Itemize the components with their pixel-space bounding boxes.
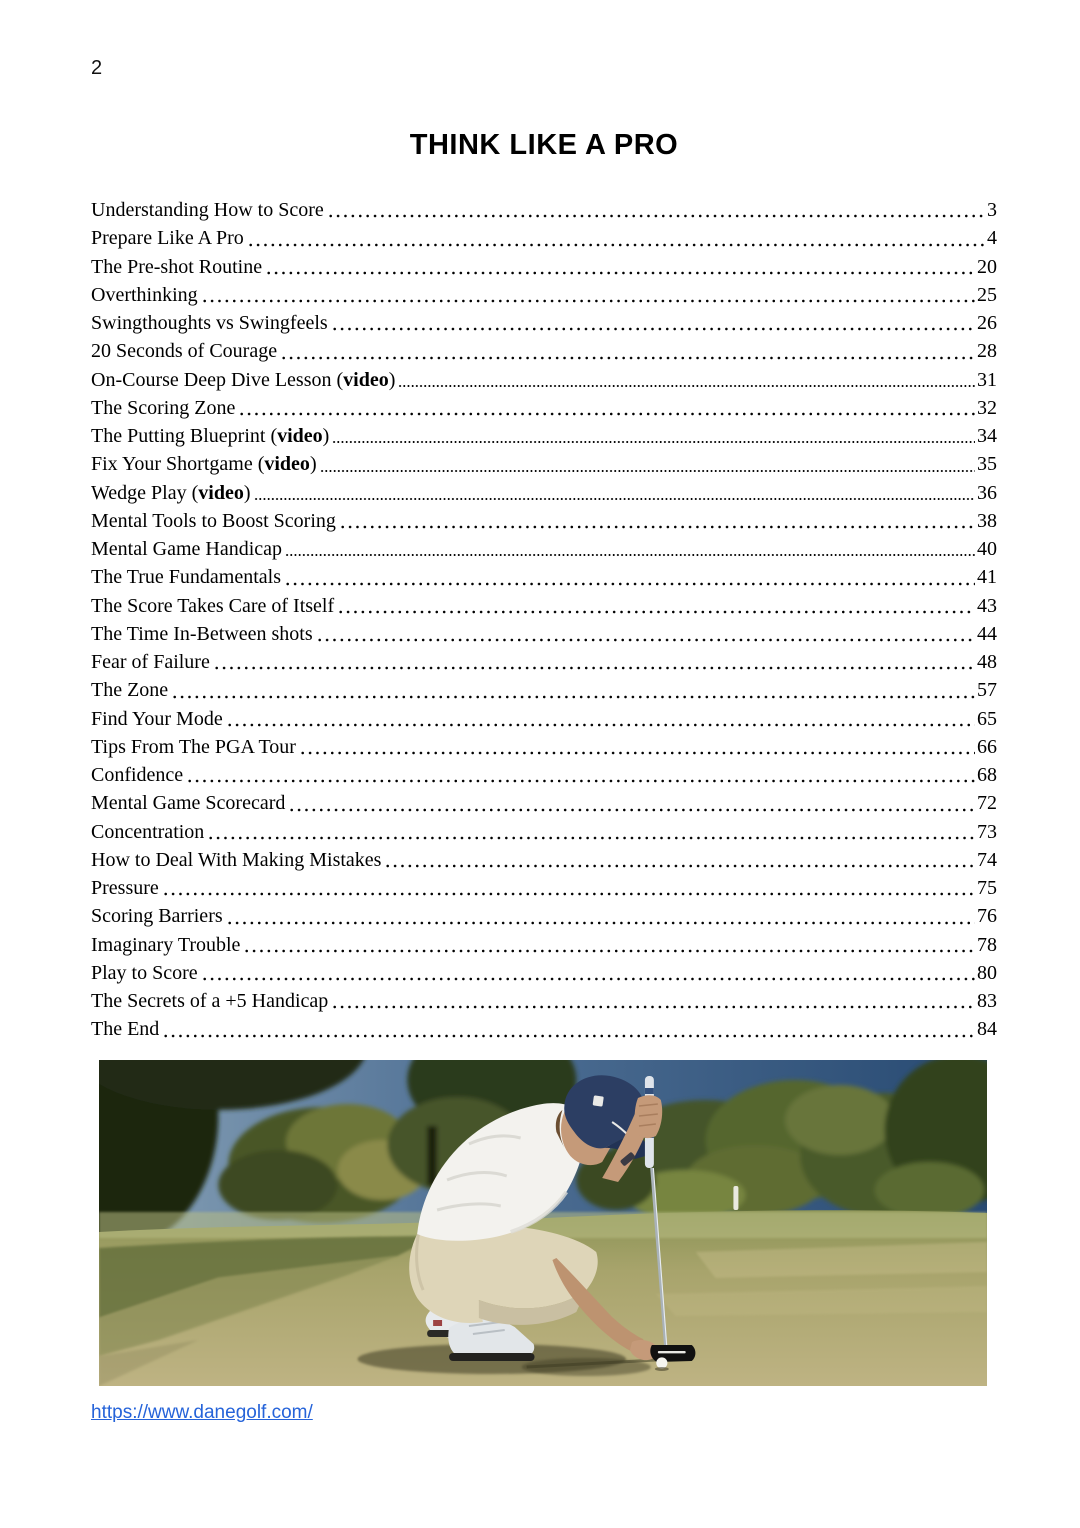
toc-row xyxy=(91,1015,997,1043)
toc-row xyxy=(91,535,997,563)
toc-dot-leader xyxy=(186,779,975,783)
toc-page-number: 48 xyxy=(977,651,997,673)
toc-page-number: 44 xyxy=(977,622,997,645)
toc-entry-title: Confidence xyxy=(91,764,184,786)
toc-dot-leader xyxy=(320,469,975,473)
toc-dot-leader xyxy=(398,384,975,388)
toc-page-number: 76 xyxy=(977,905,997,928)
toc-row xyxy=(91,620,997,648)
toc-row xyxy=(91,676,997,704)
toc-entry-title: Understanding How to Score xyxy=(91,199,324,221)
toc-dot-leader xyxy=(171,695,975,699)
toc-entry-title: Mental Game Handicap xyxy=(91,538,283,560)
toc-row xyxy=(91,337,997,365)
toc-dot-leader xyxy=(265,271,975,275)
toc-row xyxy=(91,818,997,846)
toc-page-number: 4 xyxy=(987,227,997,250)
toc-row xyxy=(91,789,997,817)
toc-page-number: 28 xyxy=(977,340,997,363)
toc-list xyxy=(91,196,997,1044)
toc-dot-leader xyxy=(162,1034,975,1038)
toc-page-number: 80 xyxy=(977,961,997,984)
toc-page-number: 40 xyxy=(977,538,997,560)
toc-dot-leader xyxy=(254,497,976,501)
toc-entry-title: Prepare Like A Pro xyxy=(91,227,244,250)
toc-entry-title: On-Course Deep Dive Lesson (video) xyxy=(91,368,396,391)
toc-page-number: 83 xyxy=(977,990,997,1012)
toc-row xyxy=(91,309,997,337)
toc-dot-leader xyxy=(339,525,975,529)
toc-row xyxy=(91,874,997,902)
toc-page-number: 31 xyxy=(977,368,997,391)
toc-entry-title: Play to Score xyxy=(91,961,198,984)
toc-row xyxy=(91,648,997,676)
toc-dot-leader xyxy=(213,666,975,670)
toc-entry-title: The Time In-Between shots xyxy=(91,622,313,645)
golfer-photo-illustration xyxy=(99,1060,987,1386)
toc-dot-leader xyxy=(238,412,975,416)
toc-dot-leader xyxy=(384,864,975,868)
toc-dot-leader xyxy=(337,610,975,614)
toc-page-number: 73 xyxy=(977,820,997,843)
toc-dot-leader xyxy=(243,949,975,953)
toc-row xyxy=(91,366,997,394)
toc-dot-leader xyxy=(288,808,975,812)
toc-page-number: 25 xyxy=(977,283,997,306)
toc-dot-leader xyxy=(285,553,975,557)
toc-page-number: 43 xyxy=(977,594,997,617)
golfer-photo xyxy=(99,1060,987,1386)
toc-page-number: 26 xyxy=(977,312,997,334)
website-link[interactable]: https://www.danegolf.com/ xyxy=(91,1402,313,1423)
toc-entry-title: Mental Game Scorecard xyxy=(91,792,286,815)
toc-entry-title: The Putting Blueprint (video) xyxy=(91,425,330,447)
toc-row xyxy=(91,422,997,450)
toc-dot-leader xyxy=(247,243,985,247)
toc-entry-title: The Scoring Zone xyxy=(91,396,236,419)
toc-dot-leader xyxy=(332,440,975,444)
toc-row xyxy=(91,959,997,987)
toc-row xyxy=(91,761,997,789)
toc-dot-leader xyxy=(207,836,975,840)
toc-entry-title: Fear of Failure xyxy=(91,651,210,673)
toc-page-number: 34 xyxy=(977,425,997,447)
toc-row xyxy=(91,563,997,591)
toc-row xyxy=(91,846,997,874)
toc-dot-leader xyxy=(226,723,975,727)
toc-entry-title: The End xyxy=(91,1018,160,1041)
toc-row xyxy=(91,733,997,761)
toc-dot-leader xyxy=(299,751,975,755)
toc-dot-leader xyxy=(201,299,975,303)
toc-entry-title: Scoring Barriers xyxy=(91,905,223,928)
toc-entry-title: How to Deal With Making Mistakes xyxy=(91,848,382,871)
toc-dot-leader xyxy=(201,977,975,981)
toc-dot-leader xyxy=(327,214,985,218)
toc-page-number: 57 xyxy=(977,679,997,702)
page-number: 2 xyxy=(91,57,103,79)
toc-page-number: 66 xyxy=(977,735,997,758)
toc-entry-title: The True Fundamentals xyxy=(91,566,281,589)
toc-page-number: 32 xyxy=(977,396,997,419)
toc-row xyxy=(91,394,997,422)
toc-row xyxy=(91,281,997,309)
toc-entry-title: The Score Takes Care of Itself xyxy=(91,594,335,617)
toc-row xyxy=(91,224,997,252)
toc-row xyxy=(91,479,997,507)
toc-page-number: 41 xyxy=(977,566,997,589)
toc-page-number: 65 xyxy=(977,707,997,730)
toc-dot-leader xyxy=(331,1005,975,1009)
toc-row xyxy=(91,987,997,1015)
toc-row xyxy=(91,196,997,224)
toc-entry-title: Imaginary Trouble xyxy=(91,933,241,956)
toc-entry-title: Fix Your Shortgame (video) xyxy=(91,453,317,476)
toc-page-number: 3 xyxy=(987,199,997,221)
toc-row xyxy=(91,705,997,733)
toc-page-number: 75 xyxy=(977,877,997,899)
toc-entry-title: The Pre-shot Routine xyxy=(91,255,263,278)
toc-row xyxy=(91,507,997,535)
toc-row xyxy=(91,931,997,959)
toc-page-number: 20 xyxy=(977,255,997,278)
toc-entry-title: Tips From The PGA Tour xyxy=(91,735,296,758)
toc-page-number: 68 xyxy=(977,764,997,786)
toc-row xyxy=(91,253,997,281)
toc-page-number: 35 xyxy=(977,453,997,476)
toc-page-number: 72 xyxy=(977,792,997,815)
toc-entry-title: The Secrets of a +5 Handicap xyxy=(91,990,329,1012)
toc-entry-title: Find Your Mode xyxy=(91,707,223,730)
toc-entry-title: Concentration xyxy=(91,820,205,843)
toc-page-number: 74 xyxy=(977,848,997,871)
toc-row xyxy=(91,902,997,930)
toc-entry-title: The Zone xyxy=(91,679,169,702)
toc-entry-title: Overthinking xyxy=(91,283,198,306)
toc-page-number: 38 xyxy=(977,509,997,532)
toc-entry-title: Swingthoughts vs Swingfeels xyxy=(91,312,328,334)
page-title: THINK LIKE A PRO xyxy=(409,129,679,161)
toc-entry-title: Wedge Play (video) xyxy=(91,481,251,504)
toc-entry-title: 20 Seconds of Courage xyxy=(91,340,278,363)
toc-page-number: 36 xyxy=(977,481,997,504)
toc-dot-leader xyxy=(331,327,975,331)
toc-entry-title: Pressure xyxy=(91,877,159,899)
toc-page-number: 84 xyxy=(977,1018,997,1041)
toc-dot-leader xyxy=(162,892,975,896)
toc-row xyxy=(91,592,997,620)
toc-dot-leader xyxy=(226,921,975,925)
toc-dot-leader xyxy=(280,356,975,360)
toc-page-number: 78 xyxy=(977,933,997,956)
toc-dot-leader xyxy=(316,638,975,642)
toc-entry-title: Mental Tools to Boost Scoring xyxy=(91,509,336,532)
toc-row xyxy=(91,450,997,478)
toc-dot-leader xyxy=(284,582,975,586)
